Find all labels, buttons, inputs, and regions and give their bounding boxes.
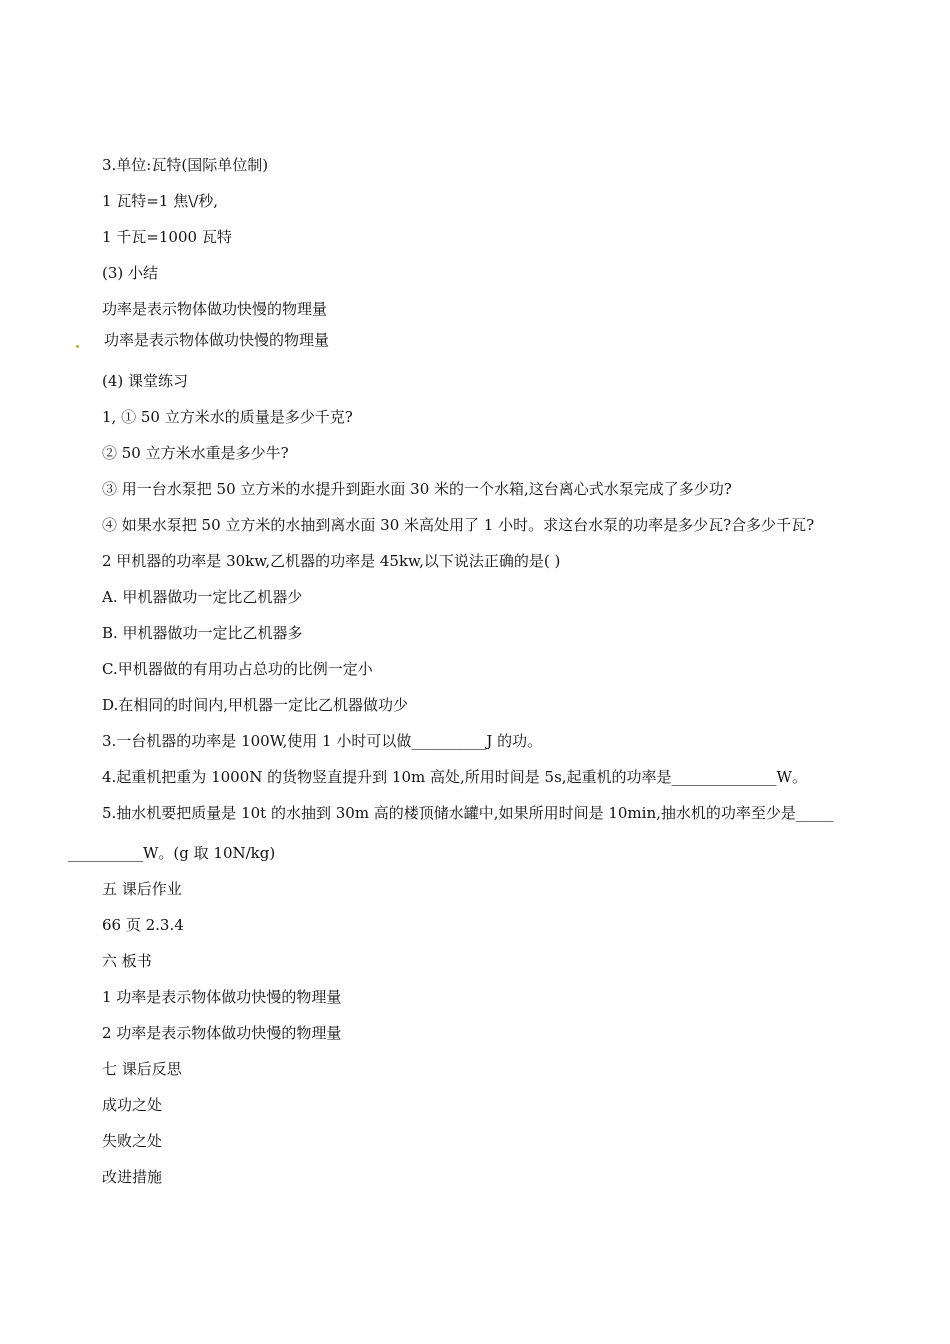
question-1-part-2: ② 50 立方米水重是多少牛?: [102, 444, 289, 462]
unit-watt-definition: 1 瓦特=1 焦\/秒,: [102, 192, 219, 210]
practice-heading: (4) 课堂练习: [102, 372, 189, 390]
question-3: 3.一台机器的功率是 100W,使用 1 小时可以做__________J 的功。: [102, 732, 543, 750]
homework-heading: 五 课后作业: [102, 880, 182, 898]
option-b: B. 甲机器做功一定比乙机器多: [102, 624, 303, 642]
question-1-part-3: ③ 用一台水泵把 50 立方米的水提升到距水面 30 米的一个水箱,这台离心式水泵完成了多少功?: [102, 480, 732, 498]
unit-heading: 3.单位:瓦特(国际单位制): [102, 156, 269, 174]
blackboard-line: 2 功率是表示物体做功快慢的物理量: [102, 1024, 342, 1042]
question-5-continued: __________W。(g 取 10N/kg): [68, 844, 276, 862]
question-1-part-1: 1, ① 50 立方米水的质量是多少千克?: [102, 408, 353, 426]
option-d: D.在相同的时间内,甲机器一定比乙机器做功少: [102, 696, 409, 714]
reflection-improvement: 改进措施: [102, 1168, 163, 1186]
summary-line: 功率是表示物体做功快慢的物理量: [104, 331, 330, 349]
reflection-heading: 七 课后反思: [102, 1060, 182, 1078]
homework-pages: 66 页 2.3.4: [102, 916, 184, 934]
summary-heading: (3) 小结: [102, 264, 159, 282]
option-c: C.甲机器做的有用功占总功的比例一定小: [102, 660, 373, 678]
question-1-part-4: ④ 如果水泵把 50 立方米的水抽到离水面 30 米高处用了 1 小时。求这台水泵的功率是多少瓦?合多少千瓦?: [102, 516, 815, 534]
blackboard-heading: 六 板书: [102, 952, 152, 970]
blackboard-line: 1 功率是表示物体做功快慢的物理量: [102, 988, 342, 1006]
unit-kilowatt-definition: 1 千瓦=1000 瓦特: [102, 228, 232, 246]
option-a: A. 甲机器做功一定比乙机器少: [102, 588, 303, 606]
margin-mark: [76, 345, 79, 348]
question-2: 2 甲机器的功率是 30kw,乙机器的功率是 45kw,以下说法正确的是( ): [102, 552, 561, 570]
question-4: 4.起重机把重为 1000N 的货物竖直提升到 10m 高处,所用时间是 5s,起重机的功率是______________W。: [102, 768, 807, 786]
reflection-success: 成功之处: [102, 1096, 163, 1114]
summary-line: 功率是表示物体做功快慢的物理量: [102, 300, 328, 318]
question-5: 5.抽水机要把质量是 10t 的水抽到 30m 高的楼顶储水罐中,如果所用时间是 10min,抽水机的功率至少是_____: [102, 804, 834, 822]
reflection-failure: 失败之处: [102, 1132, 163, 1150]
